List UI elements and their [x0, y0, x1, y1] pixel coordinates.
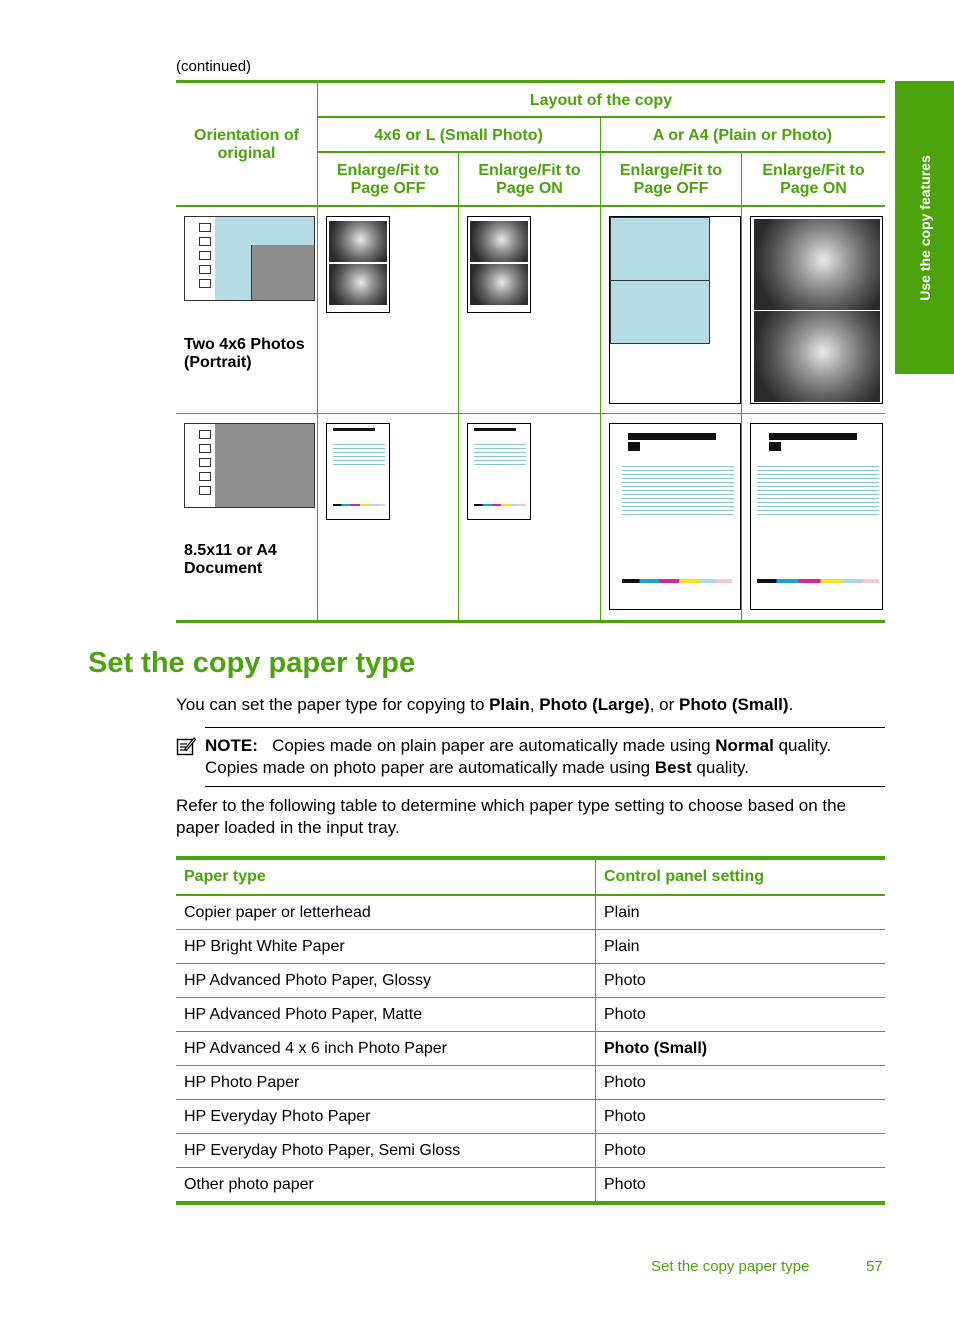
- note-body: quality. Copies made on photo paper are automatically made using: [205, 736, 832, 777]
- row-label-photos: Two 4x6 Photos (Portrait): [184, 336, 305, 371]
- refer-paragraph: Refer to the following table to determine which paper type setting to choose based on the paper loaded in the input tray.: [176, 796, 847, 837]
- doc-text: [622, 466, 734, 516]
- subheader-4: Enlarge/Fit to Page ON: [762, 162, 865, 197]
- copy-thumb-photos-large-on: [750, 216, 883, 404]
- copy-thumb-doc-small-off: [326, 423, 390, 520]
- continued-label: (continued): [176, 58, 252, 75]
- section-title: Set the copy paper type: [88, 647, 416, 679]
- doc-heading: [474, 428, 516, 431]
- setting-cell: Photo: [596, 1134, 886, 1168]
- intro-text: , or: [649, 695, 680, 714]
- setting-cell: Photo: [596, 1066, 886, 1100]
- setting-cell: Photo: [596, 964, 886, 998]
- photo-image: [470, 264, 528, 305]
- doc-heading: [769, 442, 781, 451]
- paper-type-table: [176, 856, 885, 1205]
- note-bold: Best: [654, 758, 692, 777]
- doc-text: [474, 444, 526, 468]
- setting-cell: Plain: [596, 930, 886, 964]
- note-body: Copies made on plain paper are automatically made using: [272, 736, 716, 755]
- rule: [176, 205, 885, 207]
- option-photo-large: Photo (Large): [539, 695, 650, 714]
- intro-text: You can set the paper type for copying to: [176, 695, 490, 714]
- intro-text: ,: [529, 695, 540, 714]
- table-row: [176, 1100, 885, 1134]
- note-icon: [176, 736, 196, 756]
- paper-type-cell: HP Bright White Paper: [176, 930, 596, 964]
- table-row: [176, 895, 885, 930]
- row-label-document: 8.5x11 or A4 Document: [184, 542, 277, 577]
- paper-type-cell: HP Everyday Photo Paper, Semi Gloss: [176, 1134, 596, 1168]
- copy-thumb-photos-small-off: [326, 216, 390, 313]
- photo-image: [329, 221, 387, 262]
- table-header-row: [176, 858, 885, 895]
- copy-thumb-doc-small-on: [467, 423, 531, 520]
- paper-type-cell: Copier paper or letterhead: [176, 895, 596, 930]
- scanner-bed: [215, 217, 314, 300]
- doc-color-bar: [474, 504, 526, 506]
- table-row: [176, 930, 885, 964]
- doc-text: [757, 466, 879, 516]
- doc-heading: [769, 433, 857, 440]
- note-bold: Normal: [715, 736, 774, 755]
- side-tab: [895, 81, 954, 374]
- rule: [741, 153, 742, 620]
- setting-cell: Photo: [596, 1168, 886, 1204]
- subheader-1: Enlarge/Fit to Page OFF: [336, 162, 440, 197]
- note-text: [205, 735, 885, 779]
- paper-type-cell: HP Photo Paper: [176, 1066, 596, 1100]
- subheader-2: Enlarge/Fit to Page ON: [478, 162, 581, 197]
- setting-cell: Plain: [596, 895, 886, 930]
- doc-heading: [628, 433, 716, 440]
- scanner-panel: [187, 219, 216, 298]
- photo-image: [754, 219, 880, 310]
- rule: [317, 151, 885, 153]
- doc-color-bar: [333, 504, 385, 506]
- paper-type-cell: HP Everyday Photo Paper: [176, 1100, 596, 1134]
- rule: [317, 116, 885, 118]
- photo-image: [470, 221, 528, 262]
- setting-cell: Photo: [596, 998, 886, 1032]
- table-row: [176, 1032, 885, 1066]
- scanner-panel: [187, 426, 216, 505]
- header-control-setting: Control panel setting: [604, 868, 764, 885]
- intro-paragraph: [176, 695, 793, 715]
- photo-placeholder: [610, 280, 710, 344]
- setting-cell: Photo (Small): [596, 1032, 886, 1066]
- doc-heading: [628, 442, 640, 451]
- table-row: [176, 1066, 885, 1100]
- intro-text: .: [788, 695, 794, 714]
- footer-page-number: 57: [866, 1258, 883, 1275]
- copy-thumb-photos-large-off: [609, 216, 741, 404]
- table-row: [176, 1168, 885, 1204]
- copy-thumb-doc-large-off: [609, 423, 741, 610]
- photo-original: [251, 245, 314, 300]
- side-tab-label: Use the copy features: [916, 154, 933, 301]
- header-large-paper: A or A4 (Plain or Photo): [652, 127, 833, 144]
- photo-placeholder: [610, 217, 710, 281]
- paper-type-cell: HP Advanced 4 x 6 inch Photo Paper: [176, 1032, 596, 1066]
- photo-image: [329, 264, 387, 305]
- rule-top: [176, 80, 885, 83]
- paper-type-cell: Other photo paper: [176, 1168, 596, 1204]
- scanner-glass-document: [184, 423, 315, 508]
- note-body: quality.: [691, 758, 750, 777]
- option-photo-small: Photo (Small): [679, 695, 789, 714]
- subheader-3: Enlarge/Fit to Page OFF: [619, 162, 723, 197]
- header-small-photo: 4x6 or L (Small Photo): [374, 127, 543, 144]
- copy-thumb-doc-large-on: [750, 423, 883, 610]
- copy-thumb-photos-small-on: [467, 216, 531, 313]
- note-label: NOTE:: [205, 736, 258, 755]
- doc-heading: [333, 428, 375, 431]
- document-original: [215, 424, 314, 507]
- table-row: [176, 998, 885, 1032]
- doc-color-bar: [622, 579, 732, 583]
- layout-table: [176, 80, 885, 623]
- paper-type-cell: HP Advanced Photo Paper, Matte: [176, 998, 596, 1032]
- rule: [176, 413, 885, 414]
- scanner-glass-photos: [184, 216, 315, 301]
- doc-text: [333, 444, 385, 468]
- rule-bottom: [176, 620, 885, 623]
- table-row: [176, 964, 885, 998]
- header-paper-type: Paper type: [176, 858, 596, 895]
- setting-cell: Photo: [596, 1100, 886, 1134]
- header-orientation: Orientation of original: [194, 127, 299, 162]
- photo-image: [754, 311, 880, 402]
- table-row: [176, 1134, 885, 1168]
- option-plain: Plain: [489, 695, 530, 714]
- doc-color-bar: [757, 579, 879, 583]
- rule: [458, 153, 459, 620]
- paper-type-cell: HP Advanced Photo Paper, Glossy: [176, 964, 596, 998]
- header-layout: Layout of the copy: [529, 92, 673, 109]
- footer-section-title: Set the copy paper type: [651, 1258, 810, 1275]
